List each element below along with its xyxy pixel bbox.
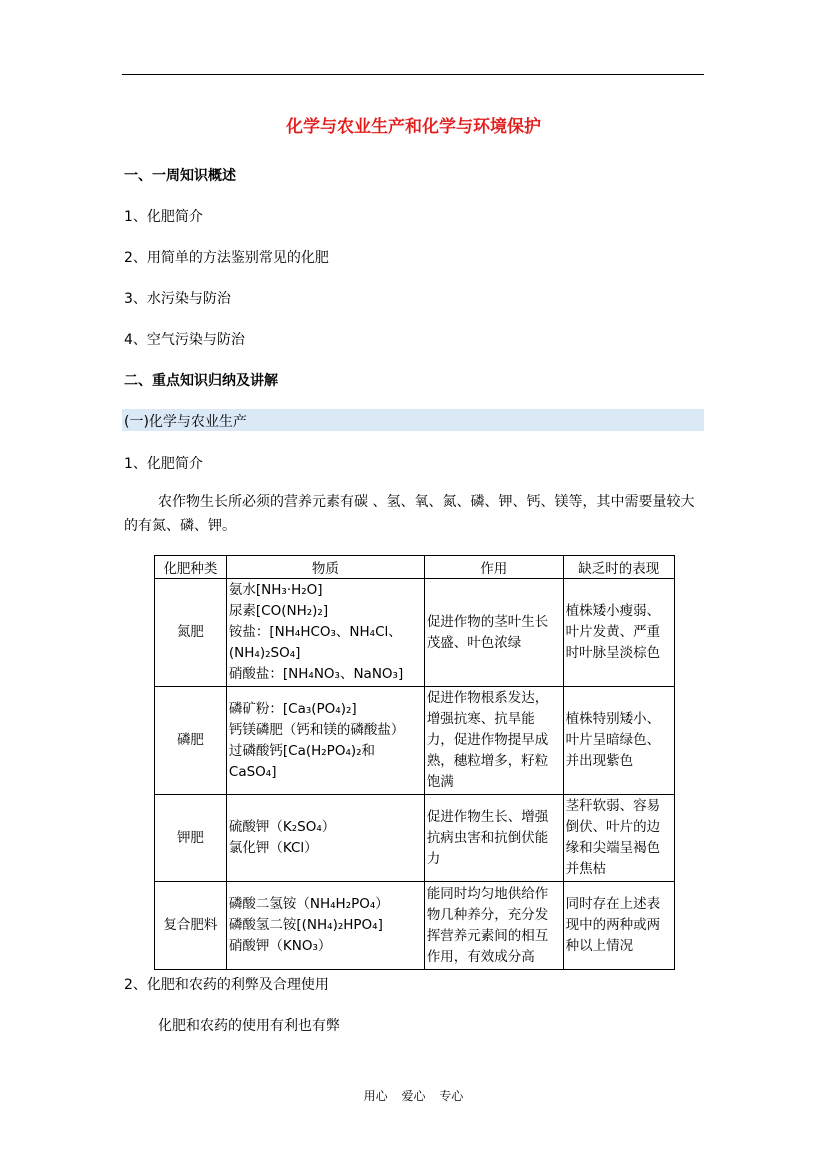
table-row xyxy=(155,579,675,687)
subsection-band xyxy=(122,409,704,431)
substance-item: 铵盐：[NH₄HCO₃、NH₄Cl、(NH₄)₂SO₄] xyxy=(228,624,402,661)
substance-cell xyxy=(226,882,424,970)
header-cell: 缺乏时的表现 xyxy=(563,556,674,579)
table-row xyxy=(155,882,675,970)
header-cell: 作用 xyxy=(424,556,563,579)
pros-cons-paragraph: 化肥和农药的使用有利也有弊 xyxy=(158,1018,340,1034)
list-item: 3、水污染与防治 xyxy=(124,291,231,307)
effect-cell: 能同时均匀地供给作物几种养分，充分发挥营养元素间的相互作用，有效成分高 xyxy=(424,882,563,970)
substance-item: 硝酸钾（KNO₃） xyxy=(228,938,332,954)
page-footer: 用心 爱心 专心 xyxy=(363,1089,464,1103)
substance-item: 磷酸氢二铵[(NH₄)₂HPO₄] xyxy=(228,917,383,933)
subsection-title: (一)化学与农业生产 xyxy=(124,414,247,430)
table-header-row xyxy=(155,556,675,579)
kind-cell: 复合肥料 xyxy=(155,882,227,970)
page-title: 化学与农业生产和化学与环境保护 xyxy=(286,117,541,137)
kind-cell: 磷肥 xyxy=(155,687,227,795)
substance-cell xyxy=(226,795,424,882)
substance-cell xyxy=(226,579,424,687)
header-cell: 化肥种类 xyxy=(155,556,227,579)
section1-heading: 一、一周知识概述 xyxy=(124,168,236,184)
section2-heading: 二、重点知识归纳及讲解 xyxy=(124,373,278,389)
substance-item: 尿素[CO(NH₂)₂] xyxy=(228,603,329,619)
list-item: 2、用简单的方法鉴别常见的化肥 xyxy=(124,250,329,266)
effect-cell: 促进作物的茎叶生长茂盛、叶色浓绿 xyxy=(424,579,563,687)
substance-cell xyxy=(226,687,424,795)
deficiency-cell: 同时存在上述表现中的两种或两种以上情况 xyxy=(563,882,674,970)
substance-item: 磷酸二氢铵（NH₄H₂PO₄） xyxy=(228,896,389,912)
kind-cell: 钾肥 xyxy=(155,795,227,882)
list-item: 1、化肥简介 xyxy=(124,209,203,225)
deficiency-cell: 茎秆软弱、容易倒伏、叶片的边缘和尖端呈褐色并焦枯 xyxy=(563,795,674,882)
header-cell: 物质 xyxy=(226,556,424,579)
header-rule xyxy=(122,74,704,75)
table-row xyxy=(155,687,675,795)
substance-item: 氯化钾（KCl） xyxy=(228,840,318,856)
substance-item: 硫酸钾（K₂SO₄） xyxy=(228,819,336,835)
deficiency-cell: 植株特别矮小、叶片呈暗绿色、并出现紫色 xyxy=(563,687,674,795)
substance-item: 氨水[NH₃·H₂O] xyxy=(228,582,323,598)
substance-item: 钙镁磷肥（钙和镁的磷酸盐） xyxy=(228,721,405,738)
substance-item: 磷矿粉：[Ca₃(PO₄)₂] xyxy=(228,700,357,717)
effect-cell: 促进作物生长、增强抗病虫害和抗倒伏能力 xyxy=(424,795,563,882)
substance-item: 过磷酸钙[Ca(H₂PO₄)₂和CaSO₄] xyxy=(228,742,376,780)
subheading-pros-cons: 2、化肥和农药的利弊及合理使用 xyxy=(124,977,329,993)
effect-cell: 促进作物根系发达，增强抗寒、抗旱能力，促进作物提早成熟，穗粒增多，籽粒饱满 xyxy=(424,687,563,795)
intro-paragraph: 农作物生长所必须的营养元素有碳 、氢、氧、氮、磷、钾、钙、镁等，其中需要量较大的有氮、磷、钾。 xyxy=(124,494,695,534)
deficiency-cell: 植株矮小瘦弱、叶片发黄、严重时叶脉呈淡棕色 xyxy=(563,579,674,687)
table-row xyxy=(155,795,675,882)
substance-item: 硝酸盐：[NH₄NO₃、NaNO₃] xyxy=(228,666,404,682)
list-item: 4、空气污染与防治 xyxy=(124,332,245,348)
subheading-fertilizer-intro: 1、化肥简介 xyxy=(124,456,203,472)
fertilizer-table xyxy=(154,555,675,970)
kind-cell: 氮肥 xyxy=(155,579,227,687)
